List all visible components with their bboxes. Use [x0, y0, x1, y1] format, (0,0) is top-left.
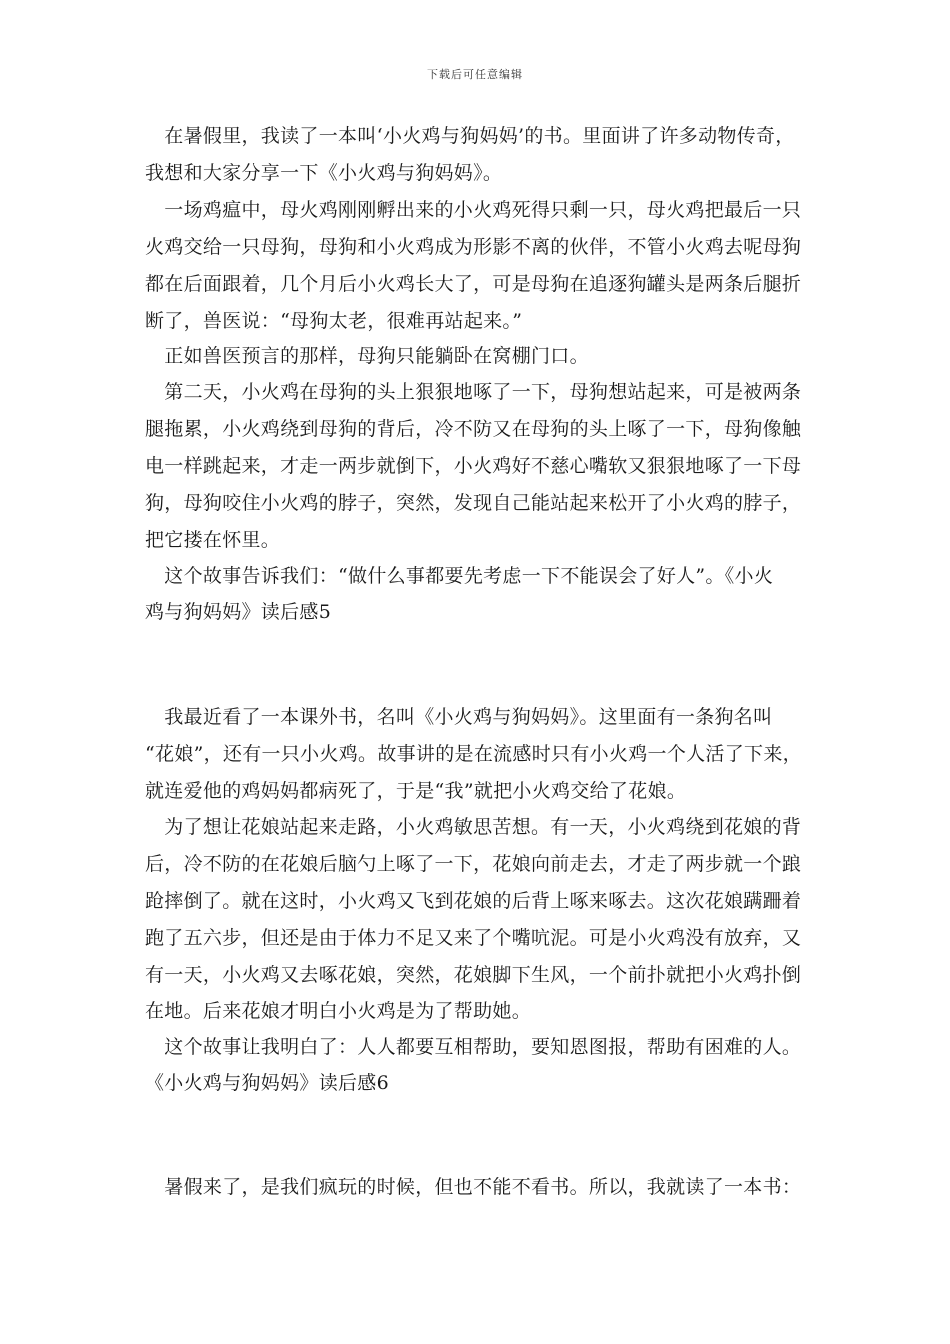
text-line: 狗，母狗咬住小火鸡的脖子，突然，发现自己能站起来松开了小火鸡的脖子， [145, 492, 802, 514]
text-line: 我最近看了一本课外书，名叫《小火鸡与狗妈妈》。这里面有一条狗名叫 [145, 706, 773, 728]
text-line: 跄摔倒了。就在这时，小火鸡又飞到花娘的后背上啄来啄去。这次花娘蹒跚着 [145, 890, 802, 912]
text-line: 都在后面跟着，几个月后小火鸡长大了，可是母狗在追逐狗罐头是两条后腿折 [145, 273, 802, 295]
text-line: 在暑假里，我读了一本叫‘小火鸡与狗妈妈’的书。里面讲了许多动物传奇， [145, 125, 795, 147]
text-line: 《小火鸡与狗妈妈》读后感6 [145, 1072, 389, 1094]
text-line: 腿拖累，小火鸡绕到母狗的背后，冷不防又在母狗的头上啄了一下，母狗像触 [145, 418, 802, 440]
text-line: 这个故事告诉我们：“做什么事都要先考虑一下不能误会了好人”。《小火 [145, 565, 774, 587]
text-line: 正如兽医预言的那样，母狗只能躺卧在窝棚门口。 [145, 345, 589, 367]
text-line: 第二天，小火鸡在母狗的头上狠狠地啄了一下，母狗想站起来，可是被两条 [145, 381, 802, 403]
text-line: “花娘”，还有一只小火鸡。故事讲的是在流感时只有小火鸡一个人活了下来， [145, 743, 802, 765]
text-line: 有一天，小火鸡又去啄花娘，突然，花娘脚下生风，一个前扑就把小火鸡扑倒 [145, 964, 802, 986]
page-header: 下载后可任意编辑 [427, 68, 523, 81]
text-line: 火鸡交给一只母狗，母狗和小火鸡成为形影不离的伙伴，不管小火鸡去呢母狗 [145, 236, 802, 258]
text-line: 我想和大家分享一下《小火鸡与狗妈妈》。 [145, 162, 503, 184]
text-line: 这个故事让我明白了：人人都要互相帮助，要知恩图报，帮助有困难的人。 [145, 1036, 802, 1058]
text-line: 电一样跳起来，才走一两步就倒下，小火鸡好不慈心嘴软又狠狠地啄了一下母 [145, 455, 802, 477]
text-line: 鸡与狗妈妈》读后感5 [145, 601, 332, 623]
text-line: 把它搂在怀里。 [145, 529, 281, 551]
text-line: 后，冷不防的在花娘后脑勺上啄了一下，花娘向前走去，才走了两步就一个踉 [145, 853, 802, 875]
text-line: 在地。后来花娘才明白小火鸡是为了帮助她。 [145, 1000, 532, 1022]
text-line: 暑假来了，是我们疯玩的时候，但也不能不看书。所以，我就读了一本书： [145, 1176, 802, 1198]
text-line: 一场鸡瘟中，母火鸡刚刚孵出来的小火鸡死得只剩一只，母火鸡把最后一只 [145, 199, 802, 221]
text-line: 断了，兽医说：“母狗太老，很难再站起来。” [145, 310, 523, 332]
text-line: 就连爱他的鸡妈妈都病死了，于是“我”就把小火鸡交给了花娘。 [145, 780, 687, 802]
text-line: 跑了五六步，但还是由于体力不足又来了个嘴吭泥。可是小火鸡没有放弃，又 [145, 927, 802, 949]
text-line: 为了想让花娘站起来走路，小火鸡敏思苦想。有一天，小火鸡绕到花娘的背 [145, 816, 802, 838]
